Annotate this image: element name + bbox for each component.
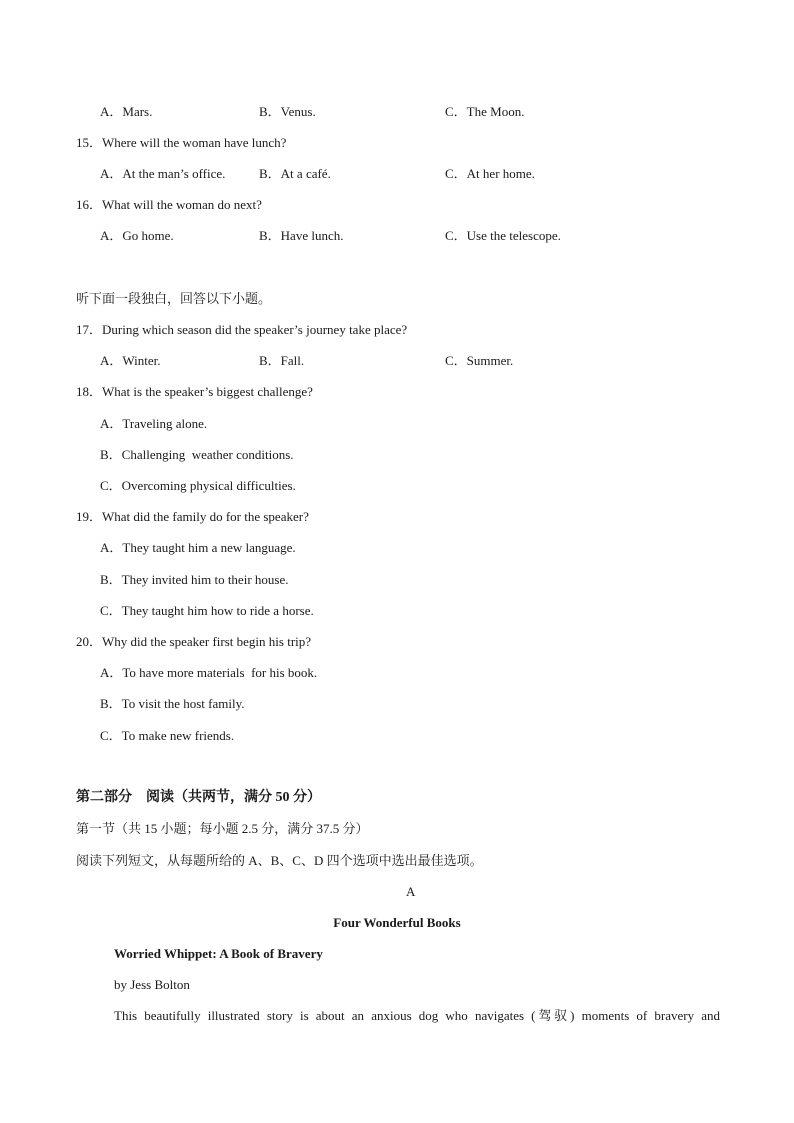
- q16-option-b: B．Have lunch.: [259, 228, 344, 243]
- section-one-heading: 第一节（共 15 小题；每小题 2.5 分，满分 37.5 分）: [76, 821, 369, 836]
- book-one-author: by Jess Bolton: [114, 977, 190, 992]
- q16-option-a: A．Go home.: [100, 228, 174, 243]
- q15-stem: 15．Where will the woman have lunch?: [76, 135, 287, 150]
- q15-option-c: C．At her home.: [445, 166, 535, 181]
- q17-option-c: C．Summer.: [445, 353, 514, 368]
- q15-option-a: A．At the man’s office.: [100, 166, 226, 181]
- q17-stem: 17．During which season did the speaker’s journey take place?: [76, 322, 408, 337]
- q19-option-c: C．They taught him how to ride a horse.: [100, 603, 314, 618]
- q20-option-b: B．To visit the host family.: [100, 696, 245, 711]
- q18-option-c: C．Overcoming physical difficulties.: [100, 478, 296, 493]
- q14-option-c: C．The Moon.: [445, 104, 525, 119]
- reading-instruction: 阅读下列短文，从每题所给的 A、B、C、D 四个选项中选出最佳选项。: [76, 853, 483, 868]
- q17-option-b: B．Fall.: [259, 353, 305, 368]
- q19-stem: 19．What did the family do for the speaker?: [76, 509, 309, 524]
- q17-option-a: A．Winter.: [100, 353, 161, 368]
- q19-option-b: B．They invited him to their house.: [100, 572, 289, 587]
- part-two-heading: 第二部分 阅读（共两节，满分 50 分）: [76, 790, 321, 805]
- q16-stem: 16．What will the woman do next?: [76, 197, 262, 212]
- book-one-description: This beautifully illustrated story is about an anxious dog who navigates (驾驭) moments of bravery and: [114, 1008, 720, 1023]
- passage-letter: A: [406, 884, 416, 899]
- q18-stem: 18．What is the speaker’s biggest challenge?: [76, 384, 313, 399]
- q19-option-a: A．They taught him a new language.: [100, 540, 296, 555]
- monologue-instruction: 听下面一段独白，回答以下小题。: [76, 291, 272, 306]
- passage-title: Four Wonderful Books: [333, 915, 461, 930]
- q14-option-b: B．Venus.: [259, 104, 316, 119]
- q20-option-a: A．To have more materials for his book.: [100, 665, 318, 680]
- q15-option-b: B．At a café.: [259, 166, 331, 181]
- book-one-title: Worried Whippet: A Book of Bravery: [114, 946, 323, 961]
- q20-stem: 20．Why did the speaker first begin his trip?: [76, 634, 312, 649]
- q16-option-c: C．Use the telescope.: [445, 228, 561, 243]
- q20-option-c: C．To make new friends.: [100, 728, 235, 743]
- q14-option-a: A．Mars.: [100, 104, 153, 119]
- q18-option-a: A．Traveling alone.: [100, 416, 208, 431]
- q18-option-b: B．Challenging weather conditions.: [100, 447, 294, 462]
